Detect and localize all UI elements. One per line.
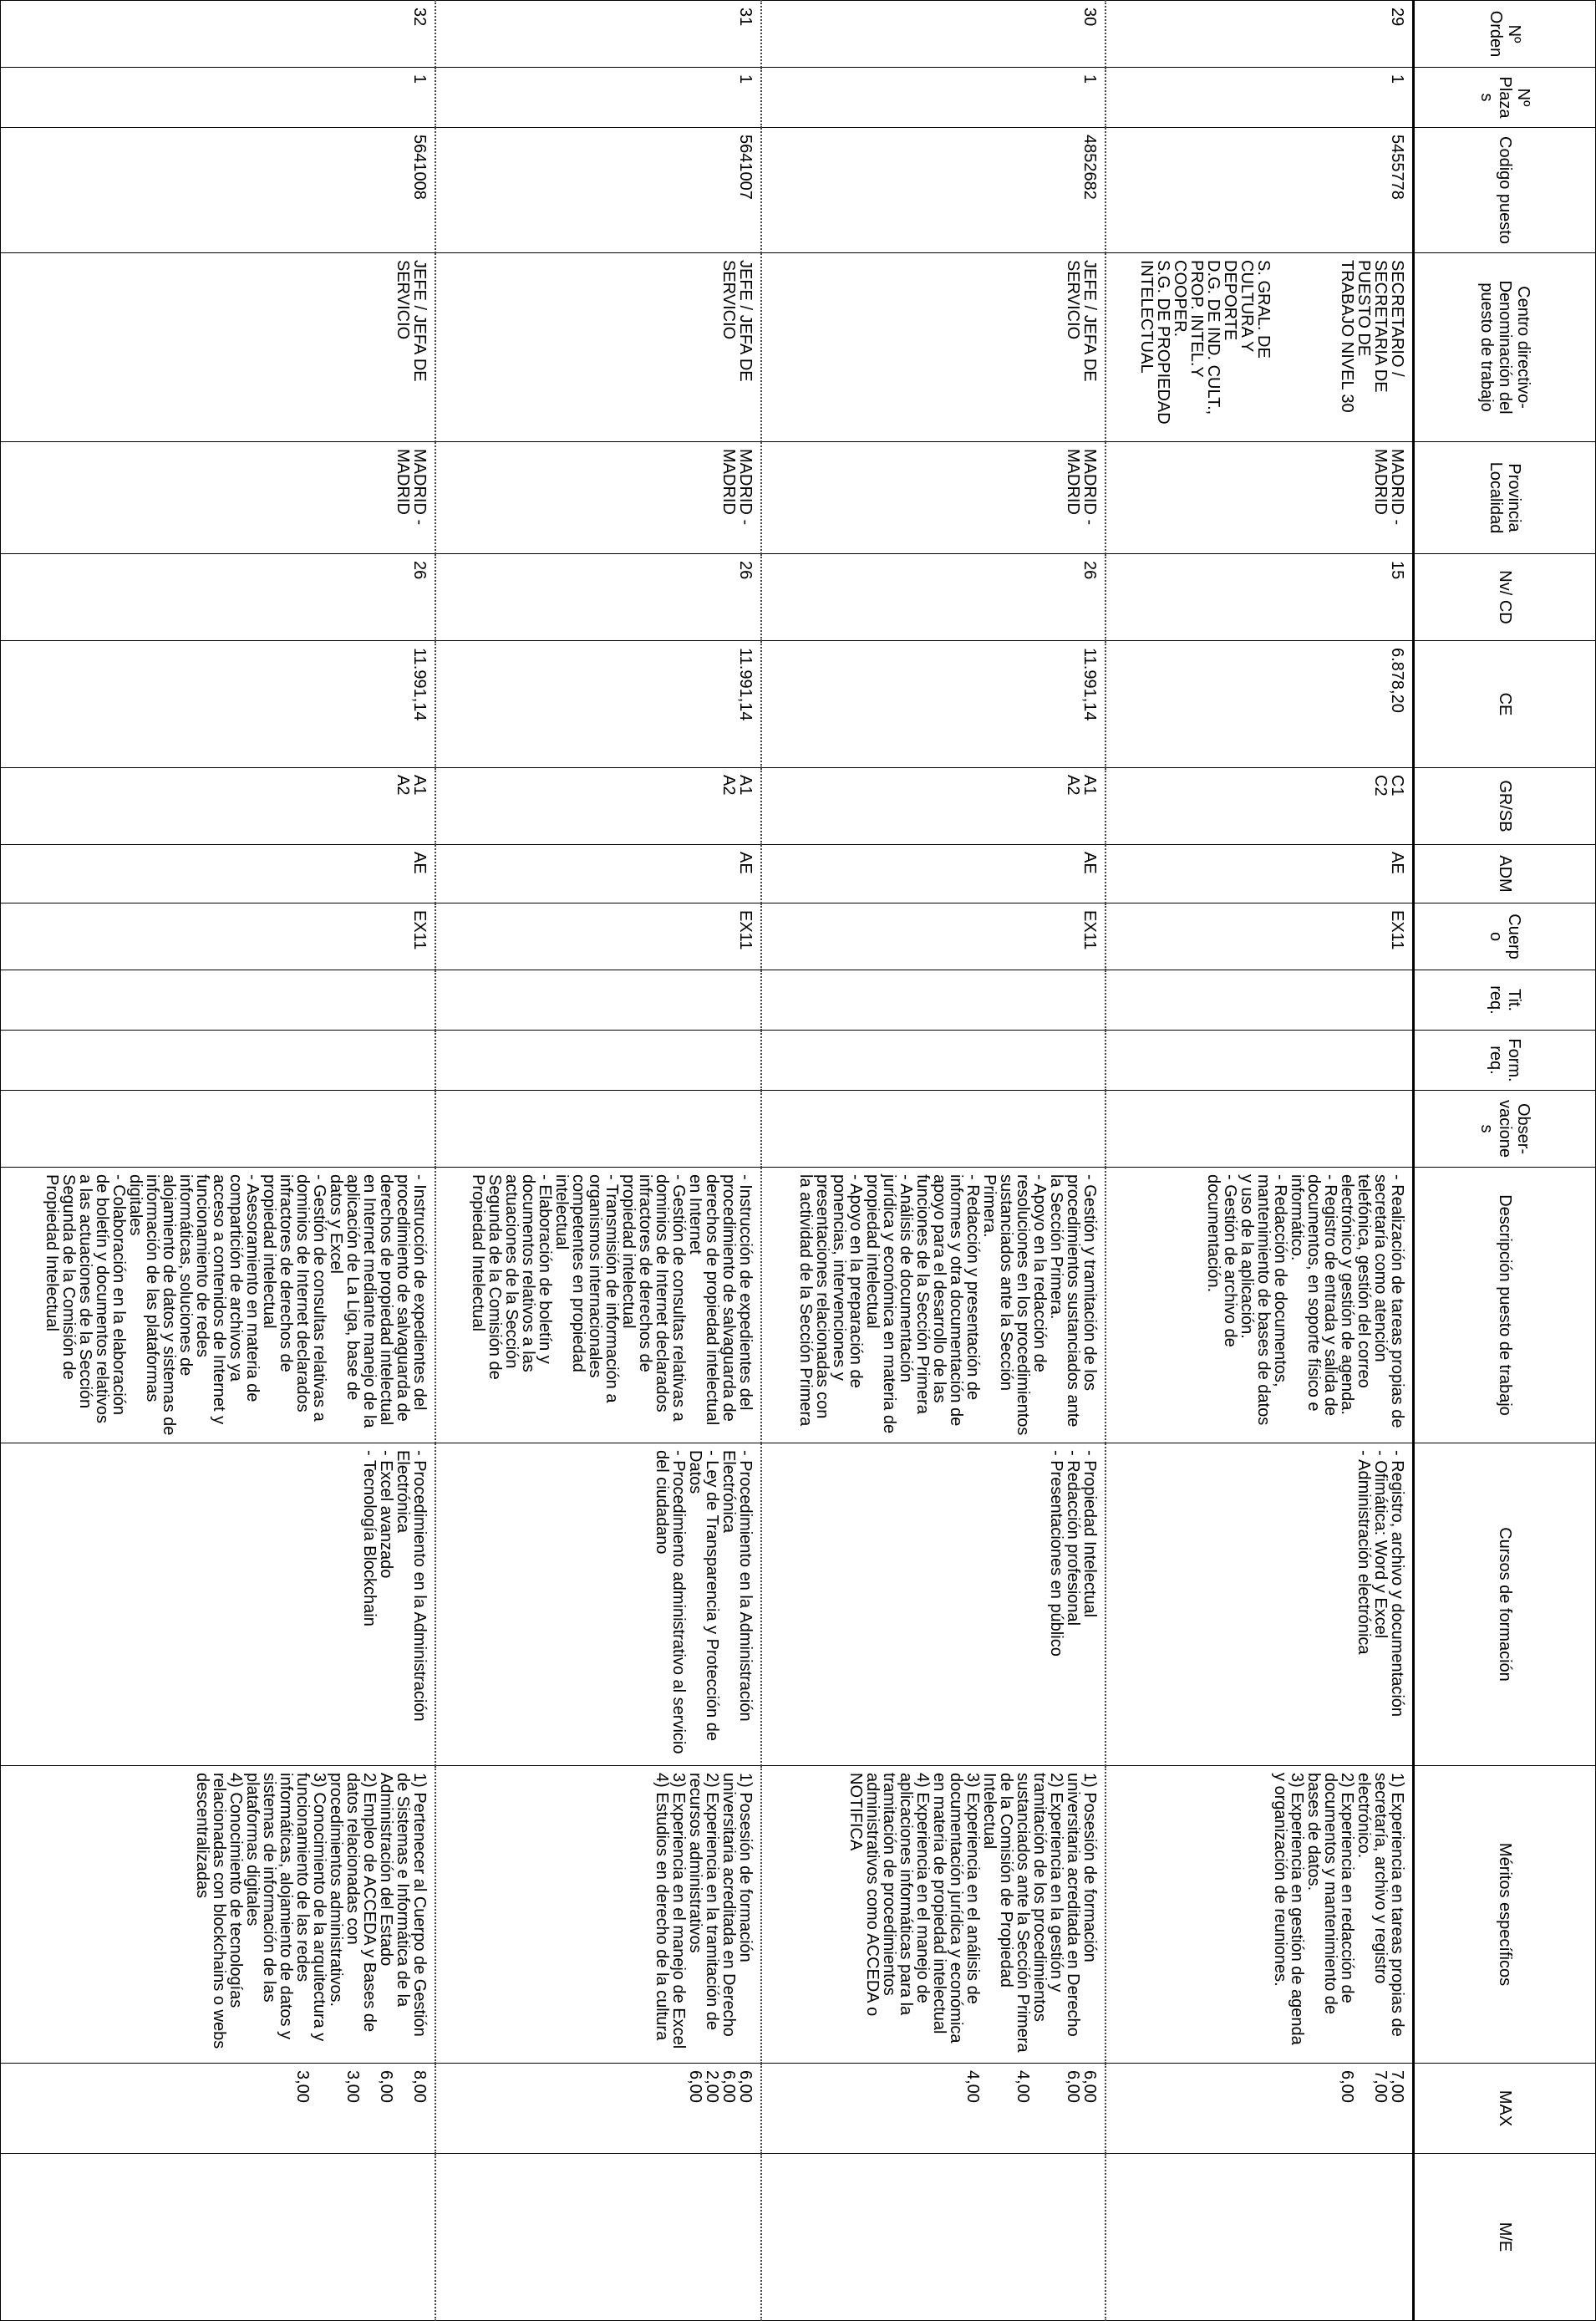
plazas-cell: 1 <box>1 68 435 128</box>
header-codigo: Codigo puesto <box>1414 128 1596 253</box>
header-plazas: Nº Plazas <box>1414 68 1596 128</box>
table-row <box>1 1 435 2321</box>
tit-cell <box>1106 970 1414 1031</box>
codigo-cell: 4852682 <box>761 128 1106 253</box>
nvcd-cell: 26 <box>761 554 1106 641</box>
me-cell <box>1106 2154 1414 2321</box>
header-tit: Tit. req. <box>1414 970 1596 1031</box>
nvcd-cell: 26 <box>1 554 435 641</box>
header-row <box>1414 1 1596 2321</box>
orden-cell: 30 <box>761 1 1106 68</box>
cursos-cell: - Procedimiento en la Administración Electrónica - Ley de Transparencia y Protección de Datos - Procedimiento administrativo al servicio del ciudadano <box>435 1443 761 1766</box>
grsb-cell: A1 A2 <box>761 768 1106 845</box>
grsb-cell: A1 A2 <box>1 768 435 845</box>
me-cell <box>435 2154 761 2321</box>
adm-cell: AE <box>435 845 761 903</box>
adm-cell: AE <box>1106 845 1414 903</box>
centro-cell: SECRETARIO / SECRETARIA DE PUESTO DE TRABAJO NIVEL 30 S. GRAL. DE CULTURA Y DEPORTE D.G. DE IND. CULT., PROP. INTEL.Y COOPER. S.G. DE PROPIEDAD INTELECTUAL <box>1106 253 1414 442</box>
form-cell <box>1106 1031 1414 1091</box>
header-obs: Obser- vaciones <box>1414 1091 1596 1168</box>
nvcd-cell: 15 <box>1106 554 1414 641</box>
header-me: M/E <box>1414 2154 1596 2321</box>
cursos-cell: - Registro, archivo y documentación - Ofimática: Word y Excel - Administración electrónica <box>1106 1443 1414 1766</box>
header-descripcion: Descripción puesto de trabajo <box>1414 1168 1596 1443</box>
grsb-cell: C1 C2 <box>1106 768 1414 845</box>
orden-cell: 31 <box>435 1 761 68</box>
form-cell <box>761 1031 1106 1091</box>
descripcion-cell: - Realización de tareas propias de secretaría como atención telefónica, gestión del correo electrónico y gestión de agenda. - Registro de entrada y salida de documentos, en soporte físico e informático. - Redacción de documentos, mantenimiento de bases de datos y uso de la aplicación. - Gestión de archivo de documentación. <box>1106 1168 1414 1443</box>
obs-cell <box>1 1091 435 1168</box>
grsb-cell: A1 A2 <box>435 768 761 845</box>
max-cell: 8,00 6,00 3,00 3,00 <box>1 2064 435 2154</box>
nvcd-cell: 26 <box>435 554 761 641</box>
ce-cell: 11.991,14 <box>761 641 1106 768</box>
meritos-cell: 1) Posesión de formación universitaria acreditada en Derecho 2) Experiencia en la tramitación de recursos administrativos 3) Experiencia en el manejo de Excel 4) Estudios en derecho de la cultura <box>435 1766 761 2064</box>
provincia-cell: MADRID - MADRID <box>761 442 1106 554</box>
max-cell: 6,00 6,00 4,00 4,00 <box>761 2064 1106 2154</box>
descripcion-cell: - Instrucción de expedientes del procedimiento de salvaguarda de derechos de propiedad intelectual en Internet - Gestión de consultas relativas a dominios de Internet declarados infractores de derechos de propiedad intelectual - Transmisión de información a organismos internacionales competentes en propiedad intelectual - Elaboración de boletín y documentos relativos a las actuaciones de la Sección Segunda de la Comisión de Propiedad Intelectual <box>435 1168 761 1443</box>
ce-cell: 11.991,14 <box>435 641 761 768</box>
tit-cell <box>761 970 1106 1031</box>
centro-cell: JEFE / JEFA DE SERVICIO <box>761 253 1106 442</box>
me-cell <box>761 2154 1106 2321</box>
obs-cell <box>761 1091 1106 1168</box>
orden-cell: 29 <box>1106 1 1414 68</box>
plazas-cell: 1 <box>1106 68 1414 128</box>
cursos-cell: - Propiedad Intelectual - Redacción profesional - Presentaciones en público <box>761 1443 1106 1766</box>
adm-cell: AE <box>761 845 1106 903</box>
codigo-cell: 5641008 <box>1 128 435 253</box>
codigo-cell: 5641007 <box>435 128 761 253</box>
descripcion-cell: - Instrucción de expedientes del procedimiento de salvaguarda de derechos de propiedad intelectual en Internet mediante manejo de la aplicación de La Liga, base de datos y Excel - Gestión de consultas relativas a dominios de Internet declarados infractores de derechos de propiedad intelectual - Asesoramiento en materia de compartición de archivos ya acceso a contenidos de Internet y funcionamiento de redes informáticas, soluciones de alojamiento de datos y sistemas de información de las plataformas digitales - Colaboración en la elaboración de boletín y documentos relativos a las actuaciones de la Sección Segunda de la Comisión de Propiedad Intelectual <box>1 1168 435 1443</box>
obs-cell <box>1106 1091 1414 1168</box>
provincia-cell: MADRID - MADRID <box>435 442 761 554</box>
cuerpo-cell: EX11 <box>1106 903 1414 970</box>
descripcion-cell: - Gestión y tramitación de los procedimientos sustanciados ante la Sección Primera. - Apoyo en la redacción de resoluciones en los procedimientos sustanciados ante la Sección Primera. - Redacción y presentación de informes y otra documentación de apoyo para el desarrollo de las funciones de la Sección Primera - Análisis de documentación jurídica y económica en materia de propiedad intelectual - Apoyo en la preparación de ponencias, intervenciones y presentaciones relacionadas con la actividad de la Sección Primera <box>761 1168 1106 1443</box>
header-nvcd: Nv/ CD <box>1414 554 1596 641</box>
cuerpo-cell: EX11 <box>761 903 1106 970</box>
max-cell: 7,00 7,00 6,00 <box>1106 2064 1414 2154</box>
centro-cell: JEFE / JEFA DE SERVICIO <box>1 253 435 442</box>
header-cuerpo: Cuerpo <box>1414 903 1596 970</box>
cuerpo-cell: EX11 <box>435 903 761 970</box>
provincia-cell: MADRID - MADRID <box>1 442 435 554</box>
codigo-cell: 5455778 <box>1106 128 1414 253</box>
adm-cell: AE <box>1 845 435 903</box>
cursos-cell: - Procedimiento en la Administración Electrónica - Excel avanzado - Tecnología Blockchain <box>1 1443 435 1766</box>
meritos-cell: 1) Posesión de formación universitaria acreditada en Derecho 2) Experiencia en la gestión y tramitación de los procedimientos sustanciados ante la Sección Primera de la Comisión de Propiedad Intelectual 3) Experiencia en el análisis de documentación jurídica y económica en materia de propiedad intelectual 4) Experiencia en el manejo de aplicaciones informáticas para la tramitación de procedimientos administrativos como ACCEDA o NOTIFICA <box>761 1766 1106 2064</box>
header-grsb: GR/SB <box>1414 768 1596 845</box>
tit-cell <box>435 970 761 1031</box>
header-max: MAX <box>1414 2064 1596 2154</box>
centro-cell: JEFE / JEFA DE SERVICIO <box>435 253 761 442</box>
cuerpo-cell: EX11 <box>1 903 435 970</box>
orden-cell: 32 <box>1 1 435 68</box>
form-cell <box>435 1031 761 1091</box>
header-centro: Centro directivo- Denominación del puesto de trabajo <box>1414 253 1596 442</box>
ce-cell: 6.878,20 <box>1106 641 1414 768</box>
tit-cell <box>1 970 435 1031</box>
header-orden: Nº Orden <box>1414 1 1596 68</box>
ce-cell: 11.991,14 <box>1 641 435 768</box>
form-cell <box>1 1031 435 1091</box>
table-row <box>435 1 761 2321</box>
header-provincia: Provincia Localidad <box>1414 442 1596 554</box>
header-ce: CE <box>1414 641 1596 768</box>
me-cell <box>1 2154 435 2321</box>
header-meritos: Méritos específicos <box>1414 1766 1596 2064</box>
header-form: Form. req. <box>1414 1031 1596 1091</box>
meritos-cell: 1) Experiencia en tareas propias de secretaría, archivo y registro electrónico. 2) Experiencia en redacción de documentos y mantenimiento de bases de datos. 3) Experiencia en gestión de agenda y organización de reuniones. <box>1106 1766 1414 2064</box>
plazas-cell: 1 <box>761 68 1106 128</box>
max-cell: 6,00 6,00 2,00 6,00 <box>435 2064 761 2154</box>
table-row <box>761 1 1106 2321</box>
table-row <box>1106 1 1414 2321</box>
provincia-cell: MADRID - MADRID <box>1106 442 1414 554</box>
header-adm: ADM <box>1414 845 1596 903</box>
header-cursos: Cursos de formación <box>1414 1443 1596 1766</box>
meritos-cell: 1) Pertenecer al Cuerpo de Gestión de Sistemas e Informática de la Administración del Estado 2) Empleo de ACCEDA y Bases de datos relacionadas con procedimientos administrativos. 3) Conocimiento de la arquitectura y funcionamiento de las redes informáticas, alojamiento de datos y sistemas de información de las plataformas digitales 4) Conocimiento de tecnologías relacionadas con blockchains o webs descentralizadas <box>1 1766 435 2064</box>
plazas-cell: 1 <box>435 68 761 128</box>
obs-cell <box>435 1091 761 1168</box>
